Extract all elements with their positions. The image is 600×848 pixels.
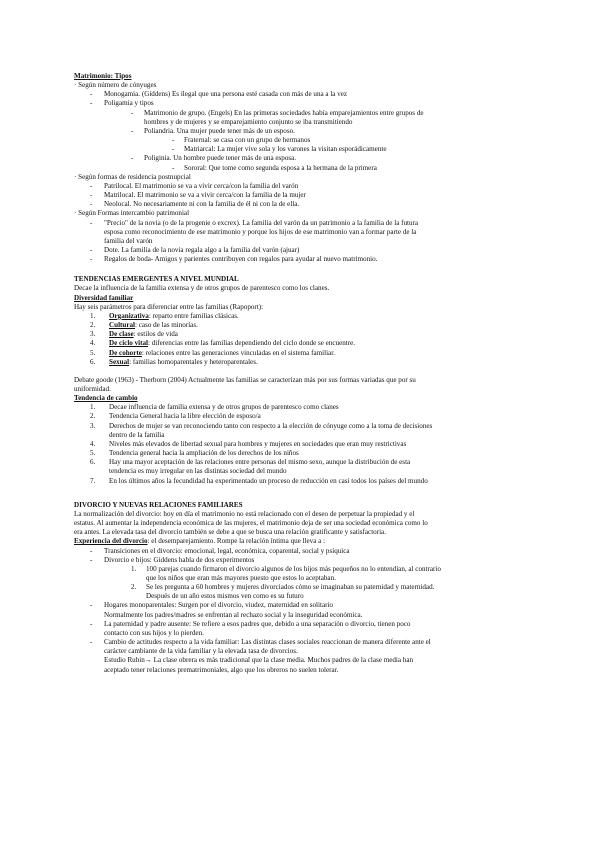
list-item-polygyny: - Poliginia. Un hombre puede tener más de una esposa. [131, 154, 297, 163]
list-item-param: 5. De cohorte: relaciones entre las generaciones vinculadas en el sistema familiar. [90, 348, 335, 357]
section-title-divorcio: DIVORCIO Y NUEVAS RELACIONES FAMILIARES [74, 500, 243, 509]
dash-bullet: - [90, 555, 93, 564]
dash-bullet: - [90, 245, 93, 254]
heading-by-spouses: · Según número de cónyuges [74, 81, 157, 90]
dash-bullet: - [90, 200, 93, 209]
paragraph-normalizacion-end: era antes. La elevada tasa del divorcio también se debe a que se busca una relación gratificante y satisfactoria. [74, 528, 386, 537]
dash-bullet: - [172, 136, 175, 145]
dash-bullet: - [90, 638, 93, 647]
list-item-dowry: - Dote. La familia de la novia regala algo a la familia del varón (ajuar) [90, 245, 300, 254]
list-item-trend: 1. Decae influencia de familia extensa y de otros grupos de parentesco como clanes [90, 403, 339, 412]
heading-by-residence: · Según formas de residencia postnupcial [74, 172, 191, 181]
paragraph-debate-cont: uniformidad. [74, 385, 111, 393]
list-item-patrilocal: - Patrilocal. El matrimonio se va a vivir cerca/con la familia del varón [90, 181, 299, 190]
list-item-trend: 6. Hay una mayor aceptación de las relaciones entre personas del mismo sexo, aunque la distribución de esta tendencia es muy irregular en las distintas sociedad del mundo [90, 458, 411, 476]
list-item-trend: 3. Derechos de mujer se van reconociendo tanto con respecto a la elección de cónyuge como a la toma de decisiones dentro de la familia [90, 421, 433, 439]
list-item-matriarchal: - Matriarcal: La mujer vive sola y los varones la visitan esporádicamente [172, 145, 387, 154]
list-item-param: 6. Sexual: familias homoparentales y heteroparentales. [90, 357, 258, 366]
paragraph-normalizacion-cont: estatus. Al aumentar la independencia económica de las mujeres, el matrimonio deja de ser una sociedad económica como lo [74, 519, 428, 528]
heading-by-exchange: · Según Formas intercambio patrimonial [74, 209, 190, 218]
list-item-wedding-gifts: - Regalos de boda- Amigos y parientes contribuyen con regalos para ayudar al nuevo matrimonio. [90, 255, 378, 264]
list-item-experiment-2: 2. Se les pregunta a 60 hombres y mujeres divorciados cómo se imaginaban su paternidad y maternidad. Después de un año estos mismos ven como es su futuro [131, 583, 435, 601]
list-item-transitions: - Transiciones en el divorcio: emocional, legal, económica, coparental, social y psíquica [90, 546, 350, 555]
dash-bullet: - [90, 218, 93, 227]
list-item-children: - Divorcio e hijos: Giddens habla de dos experimentos [90, 555, 255, 564]
list-item-absent-father: - La paternidad y padre ausente: Se refiere a esos padres que, debido a una separación o divorcio, tienen poco contacto con sus hijos y lo pierden. [90, 619, 411, 637]
dash-bullet: - [90, 90, 93, 99]
dash-bullet: - [172, 163, 175, 172]
list-item-polyandry: - Poliandria. Una mujer puede tener más de un esposo. [131, 126, 295, 135]
list-item-polygamy: - Poligamia y tipos [90, 99, 154, 108]
params-list [74, 312, 530, 367]
list-item-param: 2. Cultural: caso de las minorías. [90, 321, 198, 330]
list-item-group-marriage: - Matrimonio de grupo. (Engels) En las primeras sociedades había emparejamientos entre grupos de hombres y de mujeres y se emparejamiento conjunto se iba transmitiendo [131, 108, 424, 126]
paragraph-experiencia: Experiencia del divorcio: el desemparejamiento. Rompe la relación íntima que lleva a : [74, 537, 326, 546]
list-item-neolocal: - Neolocal. No necesariamente ni con la familia de él ni con la de ella. [90, 200, 300, 209]
dash-bullet: - [90, 546, 93, 555]
dash-bullet: - [90, 619, 93, 628]
dash-bullet: - [90, 191, 93, 200]
paragraph-intro: Decae la influencia de la familia extensa y de otros grupos de parentesco como los clanes. [74, 284, 330, 293]
dash-bullet: - [131, 126, 134, 135]
dash-bullet: - [90, 255, 93, 264]
list-item-monoparental: - Hogares monoparentales: Surgen por el divorcio, viudez, maternidad en solitario Normalmente los padres/madres se enfrentan al rechazo social y la inseguridad económica. [90, 601, 363, 619]
dash-bullet: - [90, 99, 93, 108]
list-item-monogamy: - Monogamia. (Giddens) Es ilegal que una persona esté casada con más de una a la vez [90, 90, 348, 99]
list-item-fraternal: - Fraternal: se casa con un grupo de hermanos [172, 136, 311, 145]
subheading-tendencia-cambio: Tendencia de cambio [74, 394, 138, 403]
trends-list [74, 403, 530, 485]
list-item-trend: 4. Niveles más elevados de libertad sexual para hombres y mujeres en sociedades que eran muy restrictivas [90, 439, 407, 448]
list-item-param: 3. De clase: estilos de vida [90, 330, 178, 339]
list-item-bride-price: - "Precio" de la novia (o de la progenie o excrex). La familia del varón da un patrimonio a la familia de la futura esposa como reconocimiento de ese matrimonio y porque los hijos de ese matrimonio van a formar parte de la familia del varón [90, 218, 419, 245]
dash-bullet: - [172, 145, 175, 154]
list-item-matrilocal: - Matrilocal. El matrimonio se va a vivir cerca/con la familia de la mujer [90, 191, 306, 200]
dash-bullet: - [131, 154, 134, 163]
section-title-matrimonio: Matrimonio: Tipos [74, 72, 132, 80]
dash-bullet: - [131, 108, 134, 117]
paragraph-normalizacion: La normalización del divorcio: hoy en día el matrimonio no está relacionado con el deseo de perpetuar la propiedad y el [74, 509, 415, 518]
list-item-sororal: - Sororal: Que tome como segunda esposa a la hermana de la primera [172, 163, 377, 172]
document-page [74, 72, 530, 675]
list-item-param: 1. Organizativa: reparto entre familias clásicas. [90, 311, 239, 320]
list-item-param: 4. De ciclo vital: diferencias entre las familias dependiendo del ciclo donde se encuentre. [90, 339, 356, 348]
paragraph-diversity-intro: Hay seis parámetros para diferenciar entre las familias (Rapoport): [74, 302, 264, 311]
subheading-diversidad: Diversidad familiar [74, 293, 134, 302]
paragraph-debate: Debate goode (1963) - Therborn (2004) Actualmente las familias se caracterizan más por sus formas variadas que por su [74, 375, 416, 384]
list-item-trend: 2. Tendencia General hacia la libre elección de esposo/a [90, 412, 261, 421]
list-item-trend: 7. En los últimos años la fecundidad ha experimentado un proceso de reducción en casi todos los países del mundo [90, 476, 428, 485]
section-title-tendencias: TENDENCIAS EMERGENTES A NIVEL MUNDIAL [74, 275, 239, 284]
dash-bullet: - [90, 601, 93, 610]
list-item-experiment-1: 1. 100 parejas cuando firmaron el divorcio algunos de los hijos más pequeños no lo entendían, al contrario que los niños que eran más mayores puesto que estos lo aceptaban. [131, 564, 441, 582]
list-item-attitudes: - Cambio de actitudes respecto a la vida familiar: Las distintas clases sociales reaccionan de manera diferente ante el carácter cambiante de la vida familiar y la elevada tasa de divorcios. Estudio Rubin→ La clase obrera es más tradicional que la clase media. Muchos padres de la clase media han aceptado tener relaciones prematrimoniales, algo que los obreros no suelen tolerar. [90, 638, 431, 674]
dash-bullet: - [90, 181, 93, 190]
list-item-trend: 5. Tendencia general hacia la ampliación de los derechos de los niños [90, 449, 299, 458]
